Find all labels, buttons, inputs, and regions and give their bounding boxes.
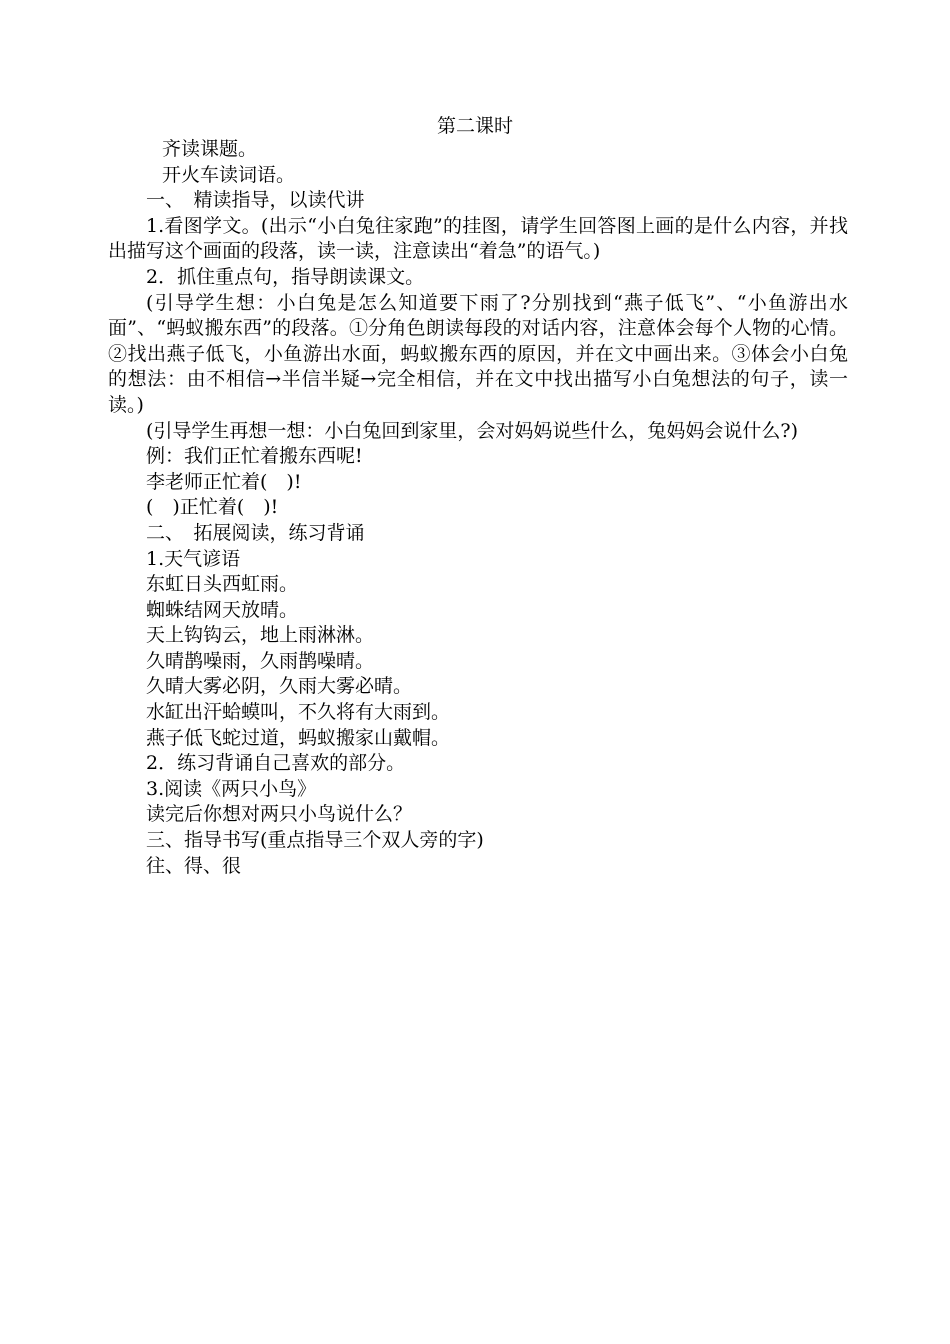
text-line: 往、得、很 (146, 854, 242, 877)
proverb-line: 久晴大雾必阴，久雨大雾必晴。 (146, 675, 413, 698)
paragraph: (引导学生再想一想：小白兔回到家里，会对妈妈说些什么，兔妈妈会说什么?) (146, 419, 799, 442)
document-body (108, 137, 848, 879)
text-line: 读完后你想对两只小鸟说什么？ (146, 803, 413, 826)
text-line: 李老师正忙着( )! (146, 470, 302, 493)
proverb-line: 东虹日头西虹雨。 (146, 573, 299, 596)
section-heading: 三、指导书写(重点指导三个双人旁的字) (146, 829, 484, 852)
paragraph: 1.看图学文。(出示“小白兔往家跑”的挂图，请学生回答图上画的是什么内容，并找出描写这个画面的段落，读一读，注意读出“着急”的语气。) (108, 214, 848, 263)
section-heading: 一、 精读指导，以读代讲 (146, 189, 365, 212)
paragraph: (引导学生想：小白兔是怎么知道要下雨了?分别找到“燕子低飞”、“小鱼游出水面”、“蚂蚁搬东西”的段落。①分角色朗读每段的对话内容，注意体会每个人物的心情。②找出燕子低飞，小鱼游出水面，蚂蚁搬东西的原因，并在文中画出来。③体会小白兔的想法：由不相信→半信半疑→完全相信，并在文中找出描写小白兔想法的句子，读一读。) (108, 291, 848, 416)
page-title: 第二课时 (436, 115, 513, 137)
text-line: 例：我们正忙着搬东西呢! (146, 445, 363, 468)
text-line: 2．练习背诵自己喜欢的部分。 (146, 752, 406, 775)
text-line: 1.天气谚语 (146, 547, 241, 570)
proverb-line: 天上钩钩云，地上雨淋淋。 (146, 624, 375, 647)
text-line: 齐读课题。 (162, 138, 258, 160)
text-line: 3.阅读《两只小鸟》 (146, 777, 317, 800)
proverb-line: 蜘蛛结网天放晴。 (146, 598, 299, 621)
text-line: 2．抓住重点句，指导朗读课文。 (146, 265, 425, 288)
section-heading: 二、 拓展阅读，练习背诵 (146, 521, 365, 544)
text-line: 开火车读词语。 (162, 163, 296, 186)
proverb-line: 水缸出汗蛤蟆叫，不久将有大雨到。 (146, 701, 451, 724)
proverb-line: 燕子低飞蛇过道，蚂蚁搬家山戴帽。 (146, 726, 451, 749)
text-line: ( )正忙着( )! (146, 496, 279, 519)
proverb-line: 久晴鹊噪雨，久雨鹊噪晴。 (146, 649, 375, 672)
